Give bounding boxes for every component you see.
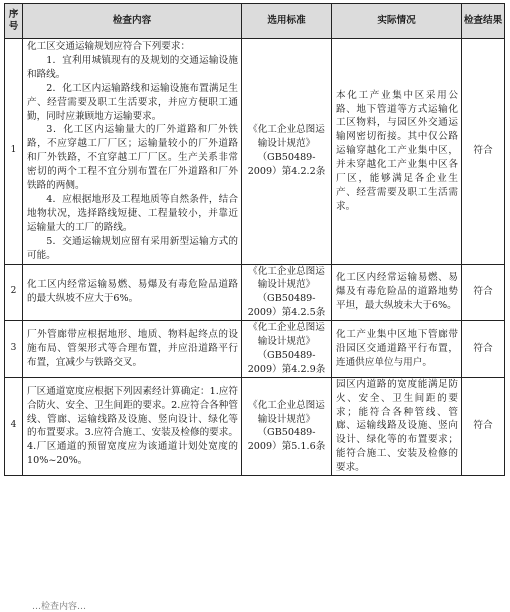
row-standard: 《化工企业总图运输设计规范》（GB50489-2009）第4.2.9条: [242, 321, 332, 378]
content-line: 厂外管廊带应根据地形、地质、物料起终点的设施布局、管架形式等合理布置，并应沿道路平行布置，宜减少与铁路交叉。: [27, 329, 238, 368]
table-row: [5, 377, 505, 475]
content-line: 1．宜利用城镇现有的及规划的交通运输设施和路线。: [27, 54, 238, 80]
row-standard: 《化工企业总图运输设计规范》（GB50489-2009）第5.1.6条: [242, 377, 332, 475]
table-row: [5, 321, 505, 378]
row-result: 符合: [462, 377, 505, 475]
table-row: [5, 264, 505, 321]
content-line: 2．化工区内运输路线和运输设施布置满足生产、经营需要及职工生活要求，并应方便职工通勤，同时应兼顾地方运输要求。: [27, 82, 238, 122]
content-line: 3．化工区内运输量大的厂外道路和厂外铁路，不应穿越工厂厂区；运输量较小的厂外道路和厂外铁路，不宜穿越工厂厂区。生产关系非常密切的两个工程不宜分别布置在厂外道路和厂外铁路的两侧。: [27, 124, 238, 192]
row-actual: 化工区内经常运输易燃、易爆及有毒危险品的道路地势平坦，最大纵坡未大于6%。: [332, 264, 462, 321]
content-line: 厂区通道宽度应根据下列因素经计算确定：1.应符合防火、安全、卫生间距的要求。2.应符合各种管线、管廊、运输线路及设施、竖向设计、绿化等的布置要求。3.应符合施工、安装及检修的要求。4.厂区通道的预留宽度应为该通道计划处宽度的10%~20%。: [27, 385, 238, 467]
inspection-table: [4, 3, 505, 476]
row-content: [23, 377, 242, 475]
row-result: 符合: [462, 39, 505, 265]
row-content: [23, 264, 242, 321]
content-line: 4．应根据地形及工程地质等自然条件，结合地物状况，选择路线短捷、工程量较小，并靠近运输量大的工厂的路线。: [27, 193, 238, 233]
table-header-row: [5, 4, 505, 39]
header-content: 检查内容: [23, 4, 242, 39]
inspection-table-container: [4, 3, 504, 476]
row-result: 符合: [462, 264, 505, 321]
row-seq: 3: [5, 321, 23, 378]
row-actual: 本化工产业集中区采用公路、地下管道等方式运输化工区物料，与园区外交通运输网密切衔接。其中仅公路运输穿越化工产业集中区，并未穿越化工产业集中区各厂区，能够满足各企业生产、经营需要及职工生活需求。: [332, 39, 462, 265]
page-footer-fragment: …检查内容…: [32, 602, 87, 612]
row-seq: 2: [5, 264, 23, 321]
content-line: 化工区交通运输规划应符合下列要求：: [27, 41, 191, 52]
header-actual: 实际情况: [332, 4, 462, 39]
row-actual: 园区内道路的宽度能满足防火、安全、卫生间距的要求；能符合各种管线、管廊、运输线路及设施、竖向设计、绿化等的布置要求；能符合施工、安装及检修的要求。: [332, 377, 462, 475]
table-row: [5, 39, 505, 265]
row-standard: 《化工企业总图运输设计规范》（GB50489-2009）第4.2.5条: [242, 264, 332, 321]
header-standard: 选用标准: [242, 4, 332, 39]
content-line: 化工区内经常运输易燃、易爆及有毒危险品道路的最大纵坡不应大于6%。: [27, 279, 238, 305]
row-actual: 化工产业集中区地下管廊带沿园区交通道路平行布置，连通供应单位与用户。: [332, 321, 462, 378]
row-content: [23, 39, 242, 265]
header-result: 检查结果: [462, 4, 505, 39]
row-result: 符合: [462, 321, 505, 378]
row-standard: 《化工企业总图运输设计规范》（GB50489-2009）第4.2.2条: [242, 39, 332, 265]
header-seq: 序号: [5, 4, 23, 39]
row-content: [23, 321, 242, 378]
row-seq: 1: [5, 39, 23, 265]
content-line: 5．交通运输规划应留有采用新型运输方式的可能。: [27, 235, 238, 261]
row-seq: 4: [5, 377, 23, 475]
